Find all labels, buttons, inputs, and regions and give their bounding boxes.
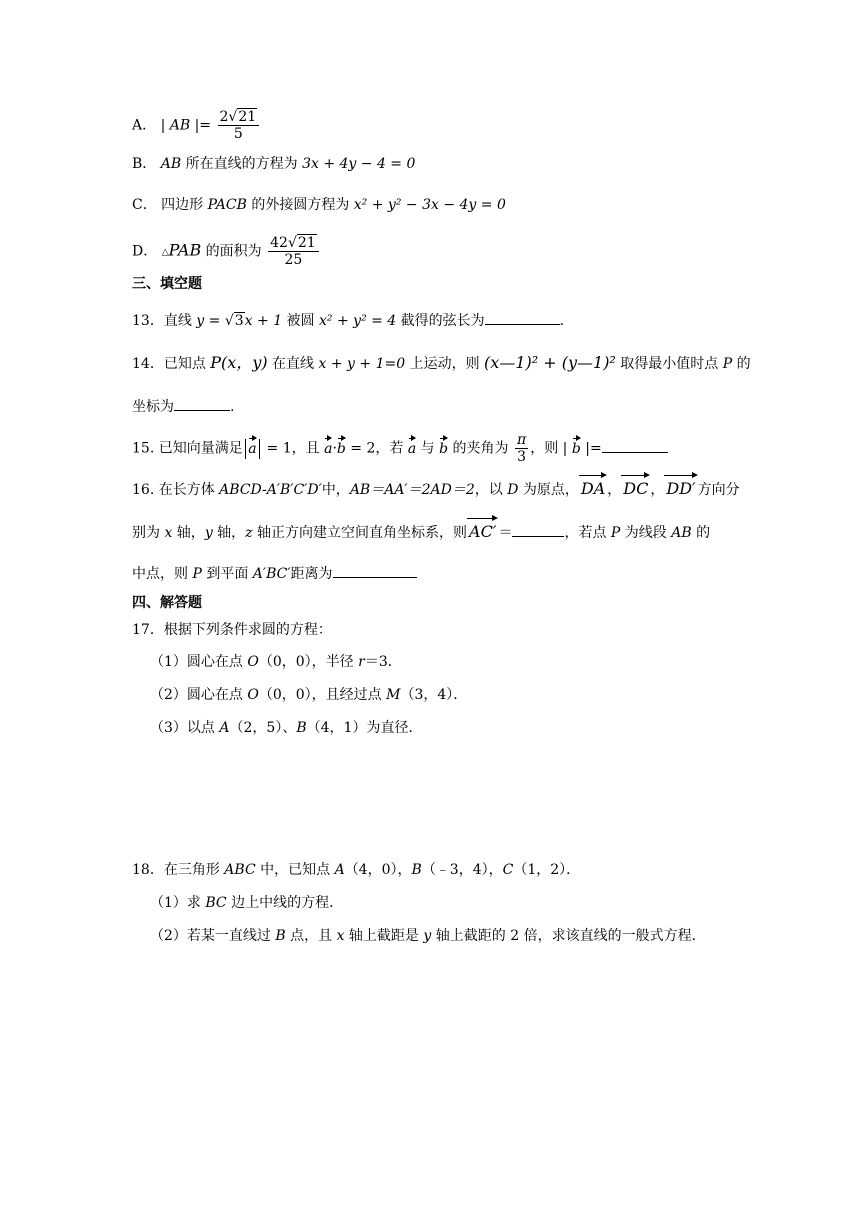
q14-p: P: [722, 356, 733, 372]
q18-part-1: [150, 895, 343, 912]
q16-text-16: 距离为: [290, 566, 333, 582]
q15-eq-1: = 1: [262, 440, 292, 457]
option-a-denominator: 5: [233, 126, 243, 143]
q18-text-1: 在三角形: [163, 862, 225, 878]
q13-end: .: [559, 313, 565, 329]
q16-text-15: 到平面: [201, 566, 253, 582]
q16-answer-blank-1[interactable]: [512, 522, 564, 537]
option-d: [132, 235, 321, 268]
q17-p1-text-2: （0，0），半径: [258, 654, 359, 670]
q17-p3-a: A: [219, 720, 230, 736]
q16-p-2: P: [192, 566, 202, 582]
q15-three: 3: [517, 449, 527, 466]
q17-number: 17．: [132, 622, 164, 638]
q14-end: .: [230, 399, 235, 415]
option-d-label: D．: [132, 243, 158, 260]
option-a-lhs: | AB |=: [160, 117, 212, 134]
option-a-fraction: $\frac{2√21}{5}$: [218, 109, 260, 142]
q17-p2-text-1: 圆心在点: [186, 687, 248, 703]
q17-p3-b: B: [296, 720, 307, 736]
q14-line-eq: x + y + 1=0: [318, 356, 406, 372]
q17-p3-number: （3）: [150, 720, 187, 736]
q18-p2-text-4: 轴上截距的 2 倍，求该直线的一般式方程．: [431, 928, 706, 944]
q16-text-11: ，若点: [564, 525, 611, 541]
option-b-label: B．: [132, 156, 157, 172]
option-b-segment: AB: [160, 156, 182, 172]
q18-abc: ABC: [224, 862, 256, 878]
q15-answer-blank[interactable]: [602, 438, 668, 453]
q17-p1-number: （1）: [150, 654, 187, 670]
section-title-solutions: 四、解答题: [132, 595, 202, 611]
q17-p2-text-3: （3，4）．: [400, 687, 468, 703]
q17-p3-text-2: （2，5）、: [229, 720, 297, 736]
q17-p1-o: O: [247, 654, 259, 670]
q16-origin: D: [507, 482, 519, 498]
option-c-equation: x² + y² − 3x − 4y = 0: [353, 197, 506, 213]
q14-text-4: 取得最小值时点: [615, 356, 723, 372]
option-d-coef: 42: [270, 235, 288, 251]
q14-point: P(x，y): [210, 353, 268, 372]
q15-vector-a-1: a: [248, 440, 257, 457]
q14-text-3: 上运动，则: [405, 356, 485, 372]
q15-pi: π: [517, 432, 527, 448]
q15-dot: ·: [332, 440, 337, 457]
q14-text-2: 在直线: [267, 356, 319, 372]
option-c-name: PACB: [207, 197, 247, 213]
triangle-symbol: △: [161, 247, 169, 258]
q15-eq-2: = 2: [345, 440, 376, 457]
q13-eq-2: x + 1: [244, 313, 283, 329]
q13-answer-blank[interactable]: [485, 310, 560, 325]
q17-p2-text-2: （0，0），且经过点: [258, 687, 387, 703]
q14-text-6: 坐标为: [132, 399, 174, 415]
q18-p2-text-2: 点，且: [285, 928, 337, 944]
q15-text-4: 与: [416, 440, 440, 457]
question-17: [132, 622, 332, 639]
q15-vector-b-2: b: [439, 440, 449, 457]
section-title-fill-in: 三、填空题: [132, 276, 202, 292]
q18-text-3: （4，0），: [344, 862, 412, 878]
option-a-radicand: 21: [238, 109, 257, 125]
q15-text-1: 已知向量满足: [158, 440, 243, 457]
option-d-fraction: $\frac{42√21}{25}$: [268, 235, 319, 268]
option-a: [132, 109, 261, 142]
q16-vector-da: DA: [580, 479, 606, 498]
q18-c: C: [502, 862, 514, 878]
question-16-line-3: [132, 563, 417, 583]
q16-vector-ac: AC′: [469, 522, 497, 541]
option-a-label: A．: [132, 117, 157, 134]
q18-p2-b: B: [275, 928, 286, 944]
q16-sep-2: ，: [650, 482, 665, 498]
q15-vector-b-3: b: [571, 440, 581, 457]
question-14-line-2: [132, 396, 234, 416]
q16-text-5: 方向分: [697, 482, 740, 498]
q18-p1-bc: BC: [205, 895, 227, 911]
q16-x: x: [164, 525, 173, 541]
q14-answer-blank[interactable]: [174, 396, 230, 411]
q13-eq-1: y =: [196, 313, 225, 329]
question-14: [132, 353, 751, 373]
q16-p: P: [610, 525, 621, 541]
q17-p1-r: r: [358, 654, 365, 670]
q18-number: 18．: [132, 862, 164, 878]
q17-p3-text-3: （4，1）为直径．: [306, 720, 423, 736]
q13-radicand: 3: [234, 313, 244, 329]
q15-vector-b-1: b: [336, 440, 346, 457]
question-18: [132, 862, 580, 879]
q15-text-2: ，且: [291, 440, 325, 457]
q14-text-5: 的: [732, 356, 751, 372]
option-c: [132, 197, 506, 214]
q16-z: z: [245, 525, 253, 541]
q15-number: 15.: [132, 440, 155, 457]
q16-text-14: 中点，则: [132, 566, 193, 582]
option-c-text-1: 四边形: [161, 197, 208, 213]
option-a-coef: 2: [219, 109, 229, 125]
q17-part-1: [150, 654, 402, 671]
q13-text-2: 被圆: [282, 313, 320, 329]
q17-p2-number: （2）: [150, 687, 187, 703]
q18-part-2: [150, 928, 706, 945]
q16-text-8: 轴，: [212, 525, 246, 541]
q13-text-3: 截得的弦长为: [396, 313, 485, 329]
question-15: [132, 432, 668, 465]
q14-text-1: 已知点: [163, 356, 211, 372]
q16-box: ABCD-A′B′C′D′: [219, 482, 322, 498]
q16-text-4: 为原点，: [518, 482, 579, 498]
option-d-text: 的面积为: [201, 243, 267, 260]
q16-text-13: 的: [691, 525, 711, 541]
q18-p2-y: y: [423, 928, 432, 944]
q16-text-10: ＝: [498, 525, 513, 541]
option-d-radicand: 21: [297, 235, 316, 251]
q16-plane: A′BC′: [252, 566, 291, 582]
q13-text-1: 直线: [163, 313, 197, 329]
q15-text-7: |=: [580, 440, 602, 457]
q17-p3-text-1: 以点: [186, 720, 220, 736]
q16-sep-1: ，: [607, 482, 622, 498]
option-c-text-2: 的外接圆方程为: [246, 197, 354, 213]
q18-a: A: [334, 862, 345, 878]
option-b-equation: 3x + 4y − 4 = 0: [302, 156, 416, 172]
q16-y: y: [204, 525, 213, 541]
q18-p1-text-1: 求: [186, 895, 206, 911]
q16-text-9: 轴正方向建立空间直角坐标系，则: [252, 525, 468, 541]
q16-text-6: 别为: [132, 525, 165, 541]
abs-bar-left: [245, 439, 247, 459]
q16-text-3: ，以: [474, 482, 508, 498]
q16-ab: AB: [671, 525, 692, 541]
q16-number: 16.: [132, 482, 155, 498]
q16-lengths: AB＝AA′＝2AD＝2: [349, 482, 475, 498]
q13-number: 13．: [132, 313, 164, 329]
question-16-line-2: [132, 522, 710, 542]
q16-text-1: 在长方体: [158, 482, 220, 498]
q16-vector-dd: DD′: [666, 479, 696, 498]
option-c-label: C．: [132, 197, 157, 213]
q16-text-12: 为线段: [620, 525, 672, 541]
q15-vector-a-2: a: [324, 440, 333, 457]
option-b-text: 所在直线的方程为: [181, 156, 303, 172]
question-16: [132, 479, 740, 499]
question-13: 13．直线 y = √3x + 1 被圆 x² + y² = 4 截得的弦长为 .: [132, 310, 564, 330]
q14-expression: (x—1)² + (y—1)²: [484, 353, 616, 372]
q17-p2-o: O: [247, 687, 259, 703]
q18-p1-text-2: 边上中线的方程．: [226, 895, 344, 911]
q17-part-3: [150, 720, 422, 737]
q16-text-7: 轴，: [172, 525, 205, 541]
q18-p2-number: （2）: [150, 928, 187, 944]
q18-p2-x: x: [336, 928, 345, 944]
q18-text-4: （﹣3，4），: [421, 862, 503, 878]
q15-angle-fraction: [515, 432, 528, 465]
q16-vector-dc: DC: [623, 479, 649, 498]
q14-number: 14．: [132, 356, 164, 372]
option-d-name: PAB: [168, 240, 202, 260]
option-b: [132, 156, 415, 173]
abs-bar-right: [259, 439, 261, 459]
q15-vector-a-3: a: [407, 440, 417, 457]
q18-p1-number: （1）: [150, 895, 187, 911]
q17-p2-m: M: [386, 687, 401, 703]
q18-p2-text-1: 若某一直线过: [186, 928, 276, 944]
option-d-denominator: 25: [284, 252, 303, 269]
q17-p1-text-1: 圆心在点: [186, 654, 248, 670]
q15-text-5: 的夹角为: [448, 440, 513, 457]
q18-text-5: （1，2）．: [513, 862, 581, 878]
q17-p1-text-3: ＝3．: [364, 654, 402, 670]
q15-text-6: ，则 |: [530, 440, 572, 457]
q16-answer-blank-2[interactable]: [333, 563, 417, 578]
q17-text: 根据下列条件求圆的方程：: [163, 622, 332, 638]
q18-b: B: [411, 862, 422, 878]
q15-text-3: ，若: [375, 440, 408, 457]
q16-text-2: 中，: [321, 482, 350, 498]
q18-text-2: 中，已知点: [255, 862, 335, 878]
q13-eq-3: x² + y² = 4: [319, 313, 397, 329]
q18-p2-text-3: 轴上截距是: [344, 928, 424, 944]
q17-part-2: [150, 687, 467, 704]
